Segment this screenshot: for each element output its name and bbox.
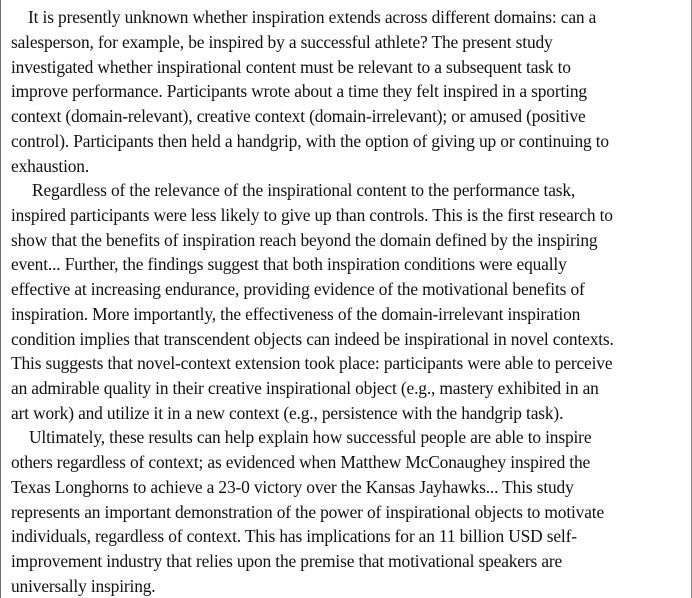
paragraph-1-line-6: control). Participants then held a handgrip, with the option of giving up or continuing to — [11, 131, 609, 151]
paragraph-3-line-7: universally inspiring. — [11, 576, 156, 596]
paragraph-2-line-6: inspiration. More importantly, the effectiveness of the domain-irrelevant inspiration — [11, 304, 581, 324]
paragraph-2-line-1: Regardless of the relevance of the inspirational content to the performance task, — [32, 180, 576, 200]
paragraph-3-line-3: Texas Longhorns to achieve a 23-0 victory over the Kansas Jayhawks... This study — [11, 477, 574, 497]
paragraph-1-line-3: investigated whether inspirational content must be relevant to a subsequent task to — [11, 57, 571, 77]
paragraph-3-line-6: improvement industry that relies upon the premise that motivational speakers are — [11, 551, 563, 571]
paragraph-3-line-4: represents an important demonstration of the power of inspirational objects to motivate — [11, 502, 605, 522]
paragraph-2-line-2: inspired participants were less likely to give up than controls. This is the first research to — [11, 205, 613, 225]
paragraph-2-line-5: effective at increasing endurance, providing evidence of the motivational benefits of — [11, 279, 585, 299]
paragraph-2-line-3: show that the benefits of inspiration reach beyond the domain defined by the inspiring — [11, 230, 598, 250]
paragraph-2-line-10: art work) and utilize it in a new context (e.g., persistence with the handgrip task). — [11, 403, 564, 423]
paragraph-1-line-7: exhaustion. — [11, 156, 90, 176]
paragraph-1-line-2: salesperson, for example, be inspired by a successful athlete? The present study — [11, 32, 553, 52]
paragraph-2-line-8: This suggests that novel-context extension took place: participants were able to perceive — [11, 353, 613, 373]
paragraph-2-line-4: event... Further, the findings suggest that both inspiration conditions were equally — [11, 254, 567, 274]
paragraph-2-line-7: condition implies that transcendent objects can indeed be inspirational in novel contexts. — [11, 329, 614, 349]
paragraph-1-line-4: improve performance. Participants wrote about a time they felt inspired in a sporting — [11, 81, 587, 101]
paragraph-1-line-1: It is presently unknown whether inspiration extends across different domains: can a — [28, 7, 597, 27]
paragraph-3-line-5: individuals, regardless of context. This has implications for an 11 billion USD self- — [11, 526, 577, 546]
paragraph-3-line-2: others regardless of context; as evidenced when Matthew McConaughey inspired the — [11, 452, 591, 472]
paragraph-2-line-9: an admirable quality in their creative inspirational object (e.g., mastery exhibited in an — [11, 378, 599, 398]
paragraph-3-line-1: Ultimately, these results can help explain how successful people are able to inspire — [29, 427, 592, 447]
paragraph-1-line-5: context (domain-relevant), creative context (domain-irrelevant); or amused (positive — [11, 106, 586, 126]
